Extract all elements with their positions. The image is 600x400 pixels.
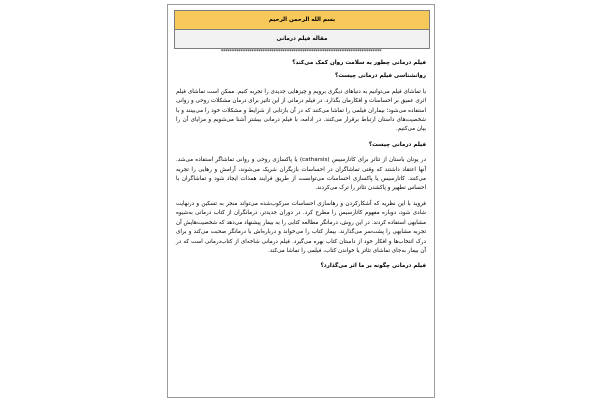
- header-table: [174, 10, 430, 49]
- paragraph-catharsis: در یونان باستان از تئاتر برای کاتارسیس (catharsis) یا پاکسازی روحی و روانی تماشاگر استفاده می‌شد. آنها اعتقاد داشتند که وقتی تماشاگران در احساسات بازیگران شریک می‌شوند، آرامش و رهایی را تجربه می‌کنند. کاتارسیس یا پاکسازی احساسات می‌توانست از طریق فرایند همذات ایجاد شود و تماشاگران با احساس تطهیر و پاکشدن تئاتر را ترک می‌کردند.: [176, 157, 426, 192]
- document-title: مقاله فیلم درمانی: [175, 30, 429, 48]
- heading-what-is: فیلم درمانی چیست؟: [368, 141, 426, 148]
- bismillah: بسم الله الرحمن الرحیم: [175, 11, 429, 30]
- heading-how-affects: فیلم درمانی چگونه بر ما اثر می‌گذارد؟: [320, 263, 426, 270]
- paragraph-intro: با تماشای فیلم می‌توانیم به دنیاهای دیگری برویم و چیزهایی جدیدی را تجربه کنیم. ممکن است تماشای فیلم اثری عمیق بر احساسات و افکارمان بگذارد. در فیلم درمانی از این تاثیر برای درمان مشکلات روحی و روانی استفاده می‌شود؛ بیماران فیلمی را تماشا می‌کنند که در آن بازتابی از شرایط و مشکلات خود را می‌بینند و با شخصیت‌های داستان ارتباط برقرار می‌کنند. در ادامه، با فیلم درمانی بیشتر آشنا می‌شویم و مزایای آن را بیان می‌کنیم.: [176, 88, 426, 133]
- document-page: [167, 4, 435, 398]
- heading-mental-health: فیلم درمانی چطور به سلامت روان کمک می‌کند؟: [292, 60, 426, 66]
- heading-psychology: روانشناسی فیلم درمانی چیست؟: [335, 73, 426, 80]
- separator: *************************************************************************: [220, 49, 382, 55]
- article-body: [176, 59, 426, 278]
- paragraph-freud: فروید با این نظریه که آشکارکردن و رهاسازی احساسات سرکوب‌شده می‌تواند منجر به تسکین و درنهایت شادی شود، دوباره مفهوم کاتارسیس را مطرح کرد. در دوران جدیدتر، درمانگران از کتاب درمانی به‌شیوه مشابهی استفاده کردند. در این روش، درمانگر مطالعه کتابی را به بیمار پیشنهاد می‌دهد که شخصیت‌هایش آن تجربه مشابهی را پشت‌سر می‌گذارند. بیمار کتاب را می‌خواند و درباره‌اش با درمانگر صحبت می‌کند و برای درک انتخاب‌ها و افکار خود از داستان کتاب بهره می‌گیرد. فیلم درمانی شاخه‌ای از کتاب‌درمانی است که در آن بیمار به‌جای تماشای تئاتر یا خواندن کتاب، فیلمی را تماشا می‌کند.: [176, 200, 426, 254]
